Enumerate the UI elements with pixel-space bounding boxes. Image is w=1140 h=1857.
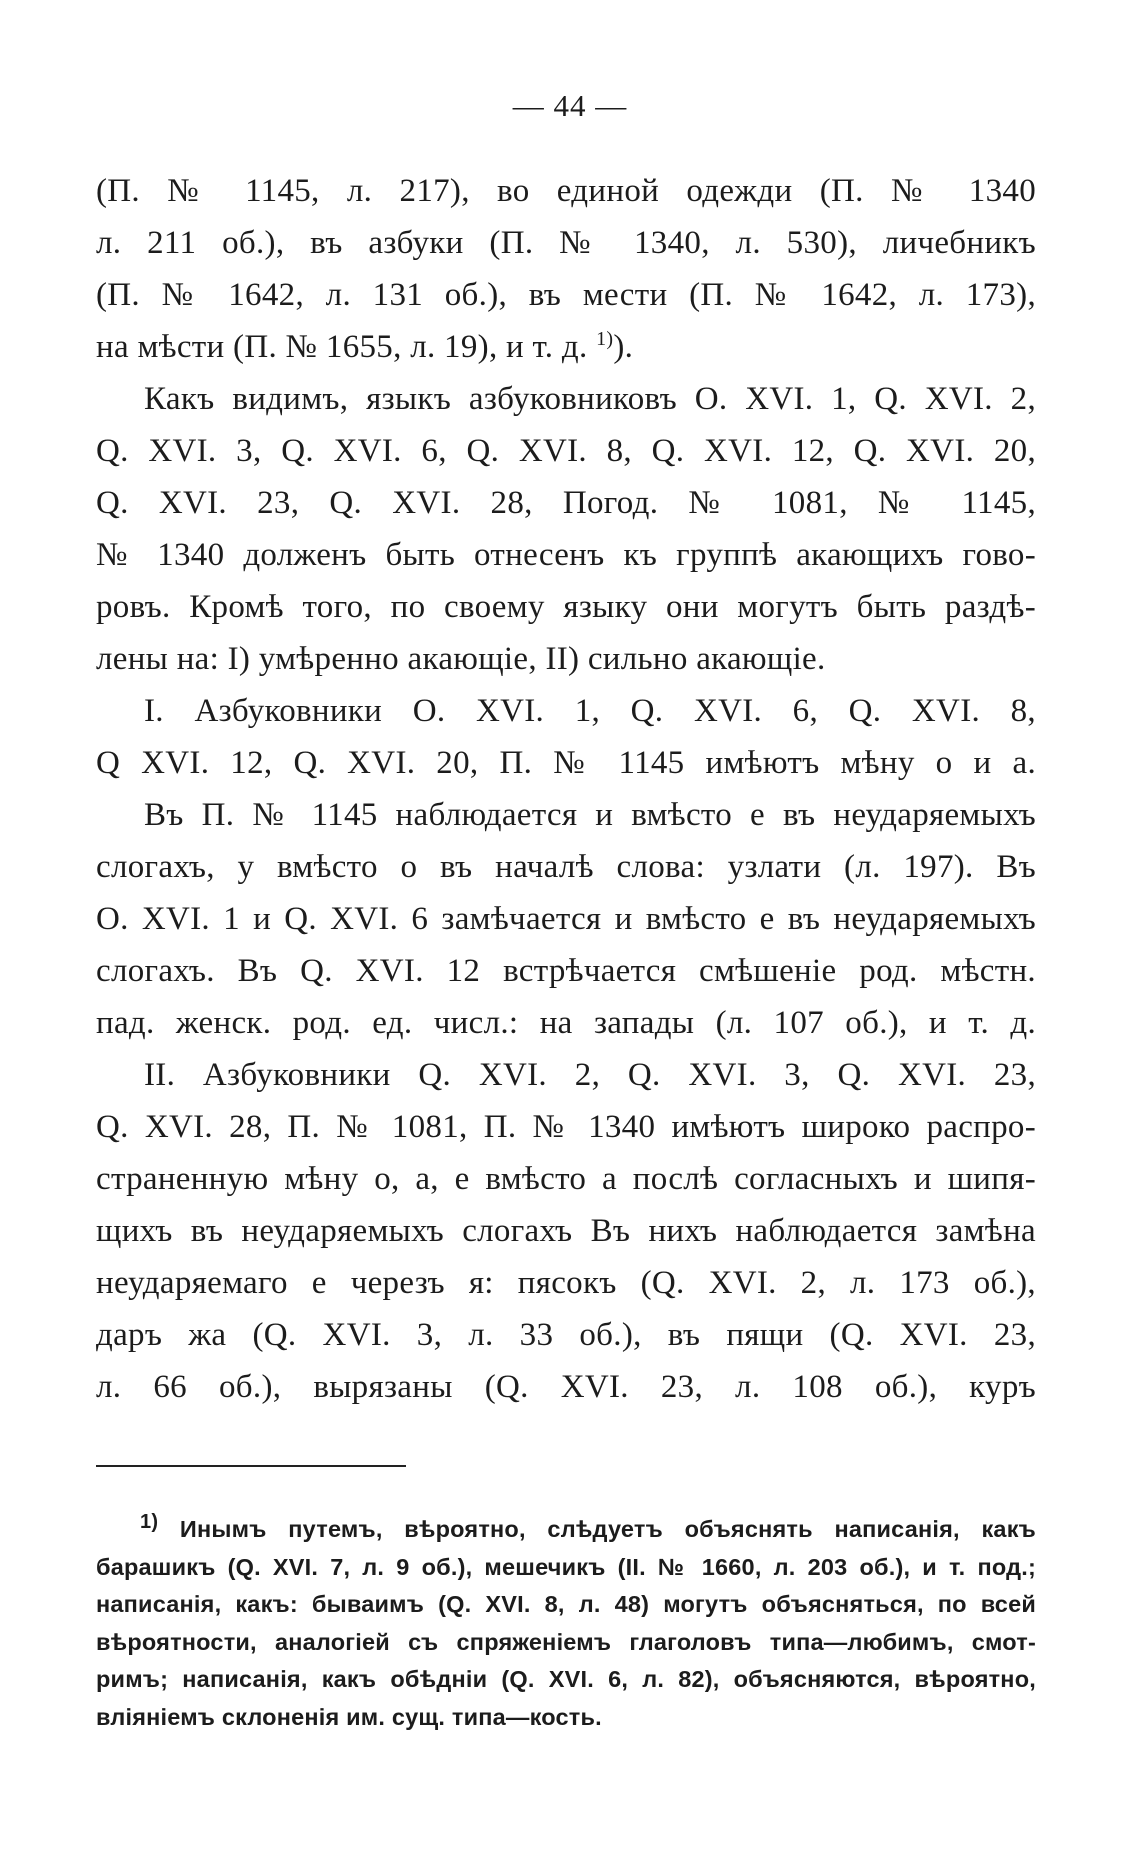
- footnote-reference: 1): [596, 328, 614, 350]
- text-line: Q. XVI. 23, Q. XVI. 28, Погод. № 1081, № 1145,: [96, 485, 1036, 521]
- footnote-separator: [96, 1465, 406, 1467]
- text-line: лены на: I) умѣренно акающіе, II) сильно акающіе.: [96, 641, 826, 677]
- footnote-line-content: Инымъ путемъ, вѣроятно, слѣдуетъ объяснять написанія, какъ: [179, 1516, 1036, 1542]
- footnote-marker: 1): [140, 1511, 159, 1534]
- text-line: II. Азбуковники Q. XVI. 2, Q. XVI. 3, Q. XVI. 23,: [144, 1057, 1036, 1093]
- text-line: слогахъ. Въ Q. XVI. 12 встрѣчается смѣшеніе род. мѣстн.: [96, 953, 1036, 989]
- text-line: Q. XVI. 3, Q. XVI. 6, Q. XVI. 8, Q. XVI. 12, Q. XVI. 20,: [96, 433, 1036, 469]
- page-number: — 44 —: [512, 88, 628, 123]
- footnote: [96, 1511, 1036, 1736]
- text-line: щихъ въ неударяемыхъ слогахъ Въ нихъ наблюдается замѣна: [96, 1213, 1036, 1249]
- footnote-reference-close: ).: [613, 329, 634, 365]
- text-line: I. Азбуковники О. XVI. 1, Q. XVI. 6, Q. XVI. 8,: [144, 693, 1036, 729]
- text-line: слогахъ, у вмѣсто о въ началѣ слова: узлати (л. 197). Въ: [96, 849, 1036, 885]
- text-line: (П. № 1642, л. 131 об.), въ мести (П. № 1642, л. 173),: [96, 277, 1036, 313]
- text-line: Какъ видимъ, языкъ азбуковниковъ О. XVI. 1, Q. XVI. 2,: [144, 381, 1036, 417]
- text-line: (П. № 1145, л. 217), во единой одежди (П. № 1340: [96, 173, 1036, 209]
- text-line: пад. женск. род. ед. числ.: на запады (л. 107 об.), и т. д.: [96, 1005, 1036, 1041]
- footnote-line: написанія, какъ: бываимъ (Q. XVI. 8, л. 48) могутъ объясняться, по всей: [96, 1591, 1036, 1617]
- footnote-line: [96, 1511, 1036, 1549]
- text-line: Q XVI. 12, Q. XVI. 20, П. № 1145 имѣютъ мѣну о и а.: [96, 745, 1036, 781]
- text-line: страненную мѣну о, а, е вмѣсто а послѣ согласныхъ и шипя-: [96, 1161, 1036, 1197]
- main-text: [96, 165, 1036, 1413]
- text-line: [96, 321, 1036, 373]
- footnote-line: барашикъ (Q. XVI. 7, л. 9 об.), мешечикъ (II. № 1660, л. 203 об.), и т. под.;: [96, 1553, 1036, 1580]
- text-line: неударяемаго е черезъ я: пясокъ (Q. XVI. 2, л. 173 об.),: [96, 1265, 1036, 1301]
- footnote-line: римъ; написанія, какъ обѣдніи (Q. XVI. 6, л. 82), объясняются, вѣроятно,: [96, 1666, 1036, 1692]
- text-line: Въ П. № 1145 наблюдается и вмѣсто е въ неударяемыхъ: [144, 797, 1036, 833]
- footnote-line: вліяніемъ склоненія им. сущ. типа—кость.: [96, 1703, 602, 1730]
- text-line: л. 66 об.), вырязаны (Q. XVI. 23, л. 108 об.), куръ: [96, 1369, 1036, 1405]
- text-line: Q. XVI. 28, П. № 1081, П. № 1340 имѣютъ широко распро-: [96, 1109, 1036, 1145]
- text-line: л. 211 об.), въ азбуки (П. № 1340, л. 530), личебникъ: [96, 225, 1036, 261]
- text-line: О. XVI. 1 и Q. XVI. 6 замѣчается и вмѣсто е въ неударяемыхъ: [96, 901, 1036, 937]
- text-line: ровъ. Кромѣ того, по своему языку они могутъ быть раздѣ-: [96, 589, 1036, 625]
- footnote-line: вѣроятности, аналогіей съ спряженіемъ глаголовъ типа—любимъ, смот-: [96, 1628, 1036, 1655]
- text-line: № 1340 долженъ быть отнесенъ къ группѣ акающихъ гово-: [96, 537, 1036, 573]
- text-line-content: на мѣсти (П. № 1655, л. 19), и т. д.: [96, 329, 588, 365]
- text-line: даръ жа (Q. XVI. 3, л. 33 об.), въ пящи (Q. XVI. 23,: [96, 1317, 1036, 1353]
